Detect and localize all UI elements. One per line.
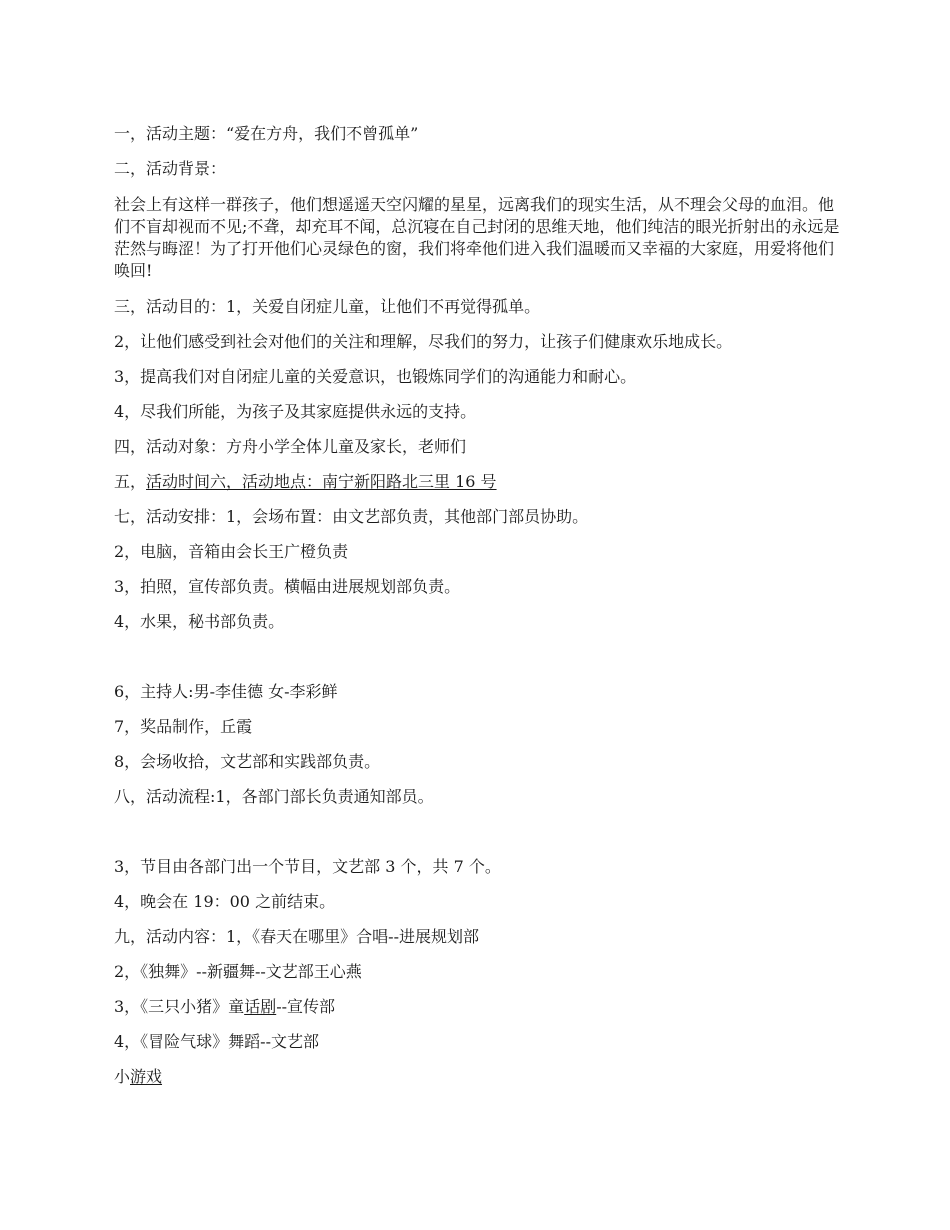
time-location-underlined: 活动时间六，活动地点：南宁新阳路北三里 16 号	[146, 472, 497, 491]
time-location-prefix: 五，	[114, 472, 147, 491]
paragraph-process-3: 3，节目由各部门出一个节目，文艺部 3 个，共 7 个。	[114, 857, 501, 876]
content-3-prefix: 3，《三只小猪》童	[114, 997, 245, 1016]
paragraph-background-heading: 二，活动背景：	[114, 159, 227, 178]
mini-game-underlined: 游戏	[130, 1067, 163, 1086]
paragraph-arrangement-7: 7，奖品制作，丘霞	[114, 717, 253, 736]
paragraph-theme: 一，活动主题：“爱在方舟，我们不曾孤单”	[114, 124, 419, 143]
content-3-underlined: 话剧	[244, 997, 277, 1016]
paragraph-time-location	[114, 472, 844, 492]
paragraph-purpose-3: 3，提高我们对自闭症儿童的关爱意识，也锻炼同学们的沟通能力和耐心。	[114, 367, 637, 386]
paragraph-arrangement-2: 2，电脑，音箱由会长王广橙负责	[114, 542, 349, 561]
content-3-suffix: --宣传部	[276, 997, 336, 1016]
paragraph-purpose-2: 2，让他们感受到社会对他们的关注和理解，尽我们的努力，让孩子们健康欢乐地成长。	[114, 332, 733, 351]
paragraph-content-2: 2，《独舞》--新疆舞--文艺部王心燕	[114, 962, 362, 981]
paragraph-arrangement-1: 七，活动安排：1，会场布置：由文艺部负责，其他部门部员协助。	[114, 507, 589, 526]
paragraph-arrangement-8: 8，会场收拾，文艺部和实践部负责。	[114, 752, 381, 771]
paragraph-purpose-1: 三，活动目的：1，关爱自闭症儿童，让他们不再觉得孤单。	[114, 297, 541, 316]
paragraph-content-4: 4，《冒险气球》舞蹈--文艺部	[114, 1032, 319, 1051]
paragraph-arrangement-4: 4，水果，秘书部负责。	[114, 612, 285, 631]
paragraph-arrangement-3: 3，拍照，宣传部负责。横幅由进展规划部负责。	[114, 577, 461, 596]
mini-game-prefix: 小	[114, 1067, 131, 1086]
paragraph-process-4: 4，晚会在 19：00 之前结束。	[114, 892, 336, 911]
paragraph-audience: 四，活动对象：方舟小学全体儿童及家长，老师们	[114, 437, 467, 456]
document-page	[114, 124, 844, 1102]
paragraph-mini-game	[114, 1067, 844, 1087]
paragraph-arrangement-6: 6，主持人:男-李佳德 女-李彩鲜	[114, 682, 338, 701]
paragraph-process-1: 八，活动流程:1，各部门部长负责通知部员。	[114, 787, 434, 806]
paragraph-content-3	[114, 997, 844, 1017]
paragraph-background-body: 社会上有这样一群孩子，他们想遥遥天空闪耀的星星，远离我们的现实生活，从不理会父母的血泪。他们不盲却视而不见;不聋，却充耳不闻，总沉寝在自己封闭的思维天地，他们纯洁的眼光折射出的永远是茫然与晦涩！为了打开他们心灵绿色的窗，我们将牵他们进入我们温暖而又幸福的大家庭，用爱将他们唤回!	[114, 195, 840, 280]
paragraph-content-1: 九，活动内容：1，《春天在哪里》合唱--进展规划部	[114, 927, 479, 946]
paragraph-purpose-4: 4，尽我们所能，为孩子及其家庭提供永远的支持。	[114, 402, 477, 421]
